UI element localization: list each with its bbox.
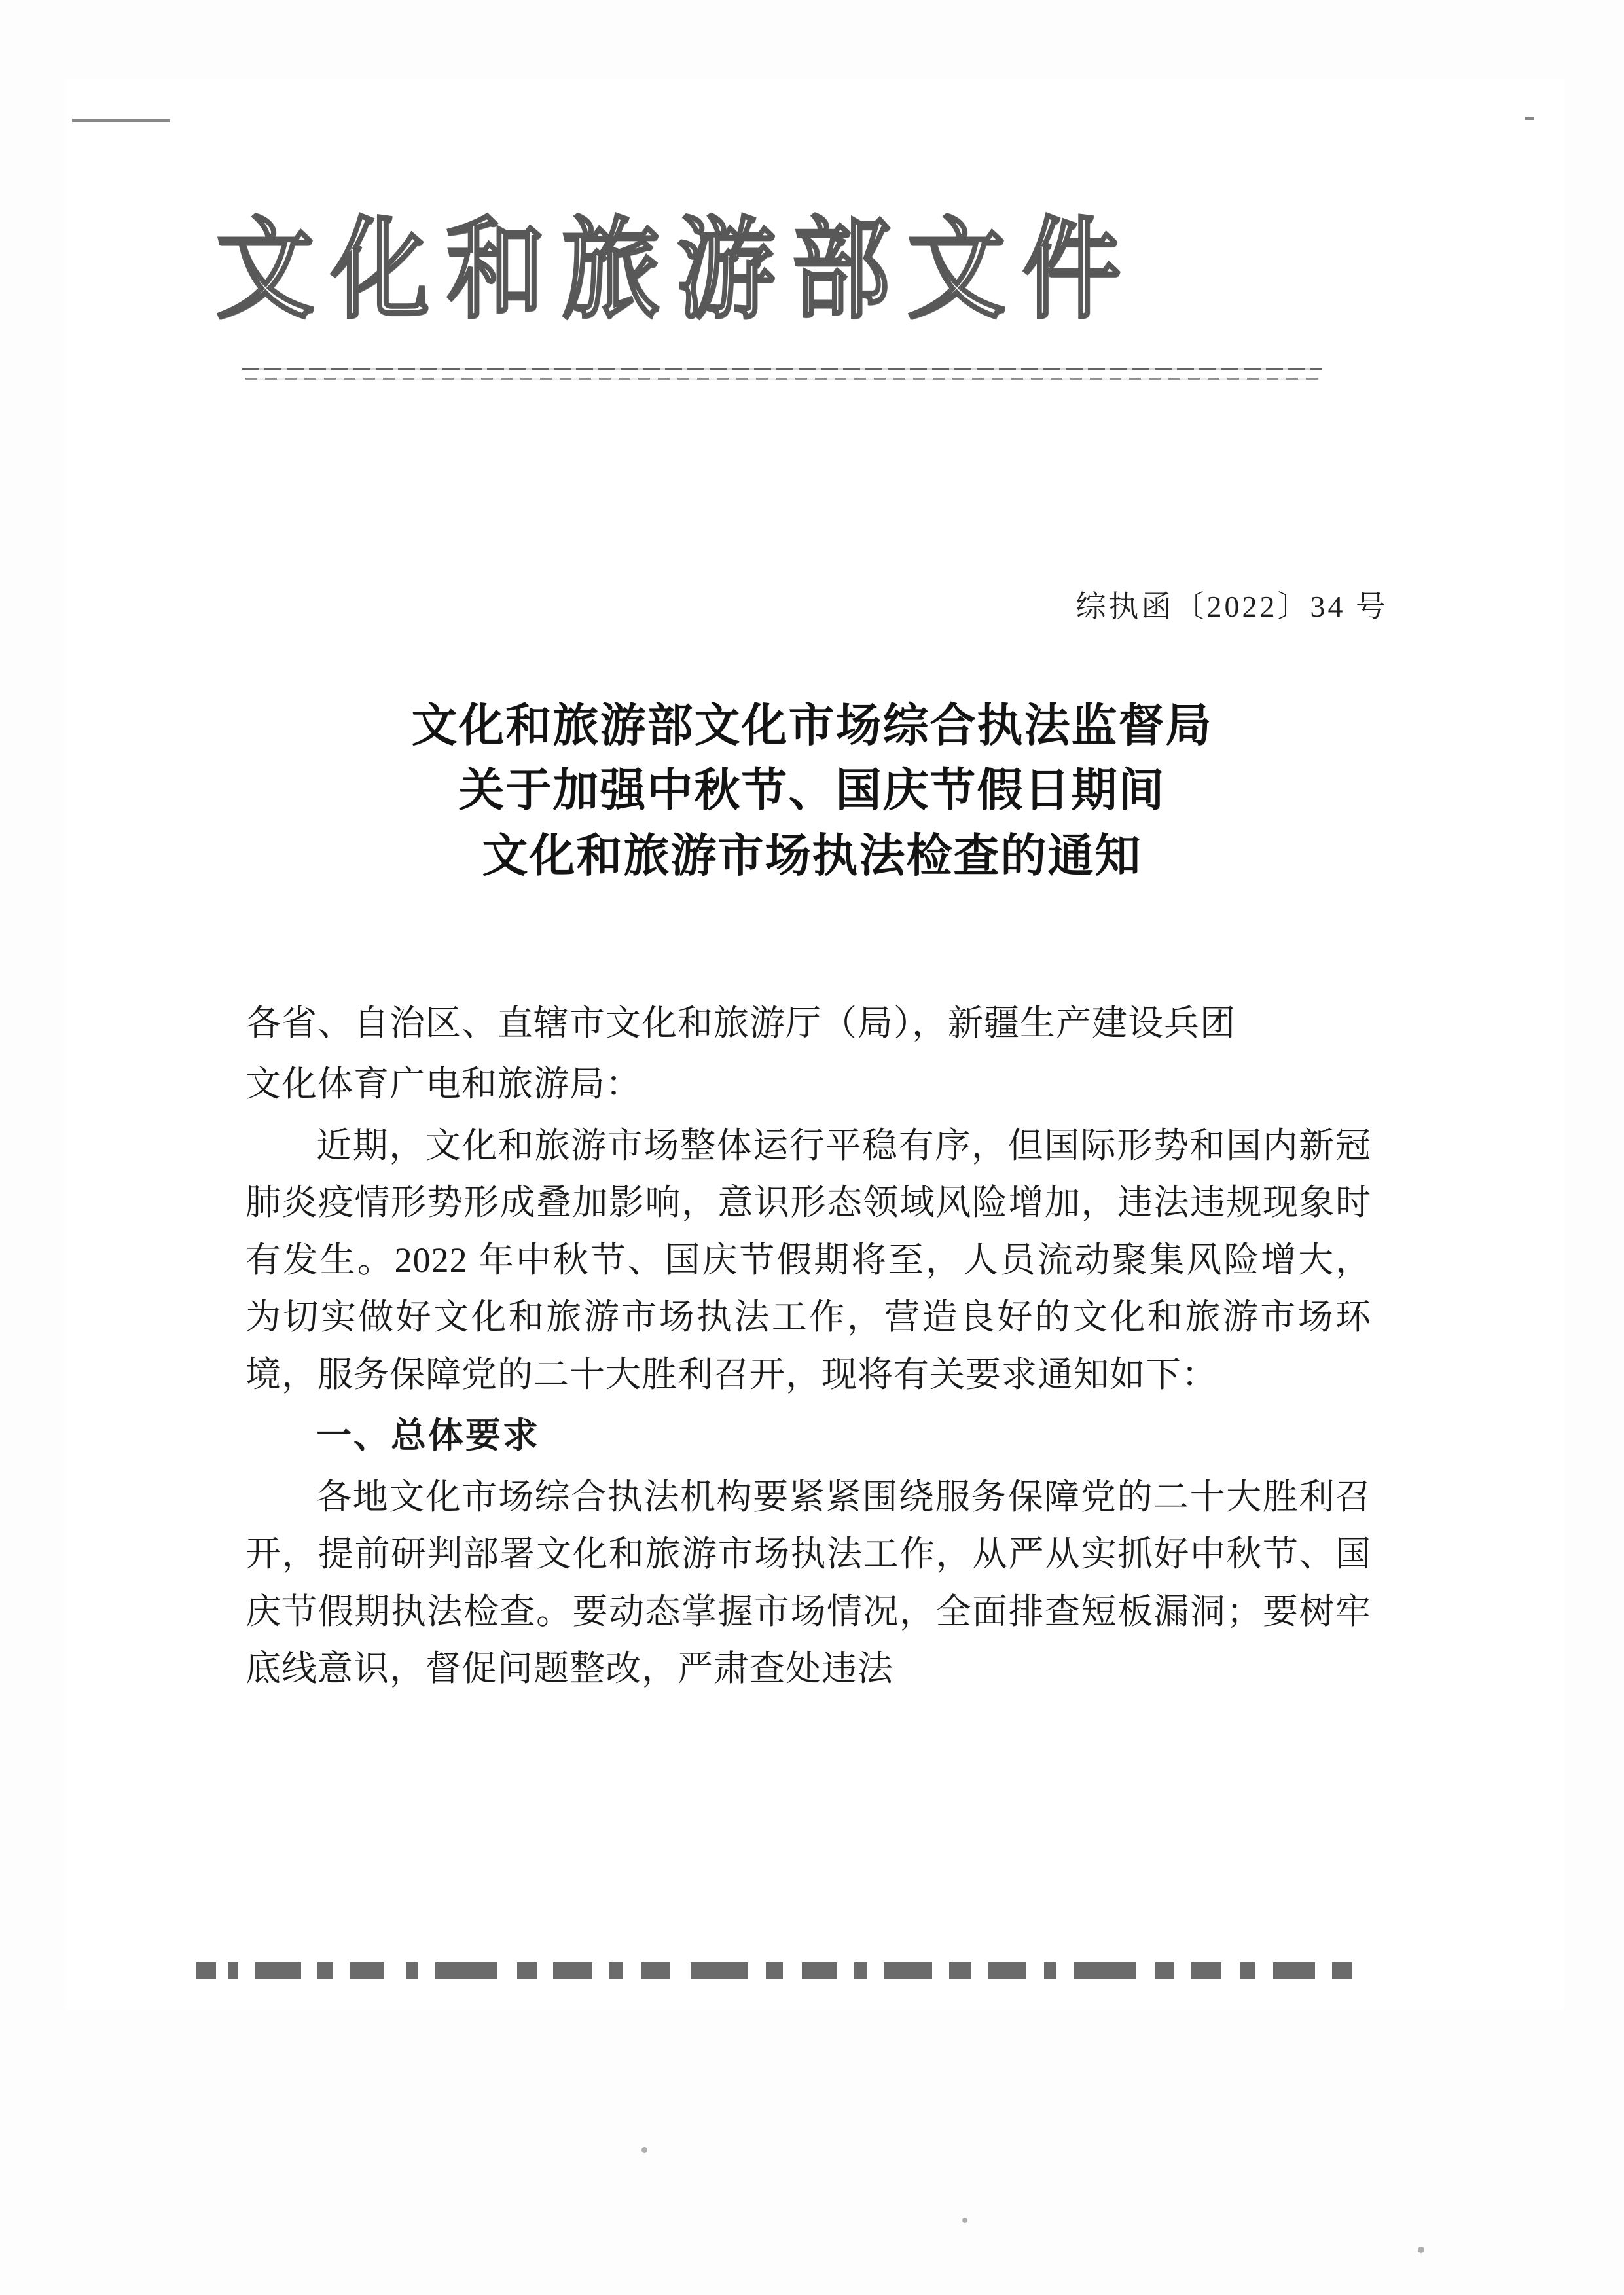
- letterhead: [216, 210, 1414, 412]
- document-body: [245, 995, 1371, 1702]
- section-1-paragraph: 各地文化市场综合执法机构要紧紧围绕服务保障党的二十大胜利召开，提前研判部署文化和旅游市场执法工作，从严从实抓好中秋节、国庆节假期执法检查。要动态掌握市场情况，全面排查短板漏洞；要树牢底线意识，督促问题整改，严肃查处违法: [245, 1477, 1371, 1689]
- document-title: [0, 694, 1624, 889]
- letterhead-title: 文化和旅游部文件: [216, 210, 1138, 332]
- addressee-line-1: 各省、自治区、直辖市文化和旅游厅（局），新疆生产建设兵团: [245, 1003, 1236, 1043]
- scan-artifact-top-right: [1525, 117, 1534, 120]
- section-heading-1: 一、总体要求: [316, 1416, 540, 1456]
- scan-artifact-top-left: [72, 119, 170, 122]
- title-line-1: 文化和旅游部文化市场综合执法监督局: [411, 701, 1213, 751]
- scan-speck-1: [641, 2147, 647, 2153]
- title-line-3: 文化和旅游市场执法检查的通知: [482, 831, 1142, 882]
- letterhead-rule-top: [242, 368, 1322, 370]
- letterhead-rule-bottom: [245, 378, 1319, 380]
- scan-noise-band: [196, 1957, 1375, 1987]
- scan-speck-2: [962, 2218, 967, 2223]
- document-number: 综执函〔2022〕34 号: [1075, 590, 1388, 623]
- title-line-2: 关于加强中秋节、国庆节假日期间: [458, 766, 1166, 817]
- addressee-line-2: 文化体育广电和旅游局：: [245, 1064, 641, 1104]
- scan-speck-3: [1418, 2247, 1424, 2253]
- body-paragraph-1: 近期，文化和旅游市场整体运行平稳有序，但国际形势和国内新冠肺炎疫情形势形成叠加影响，意识形态领域风险增加，违法违规现象时有发生。2022 年中秋节、国庆节假期将至，人员流动聚集风险增大，为切实做好文化和旅游市场执法工作，营造良好的文化和旅游市场环境，服务保障党的二十大胜利召开，现将有关要求通知如下：: [245, 1125, 1371, 1394]
